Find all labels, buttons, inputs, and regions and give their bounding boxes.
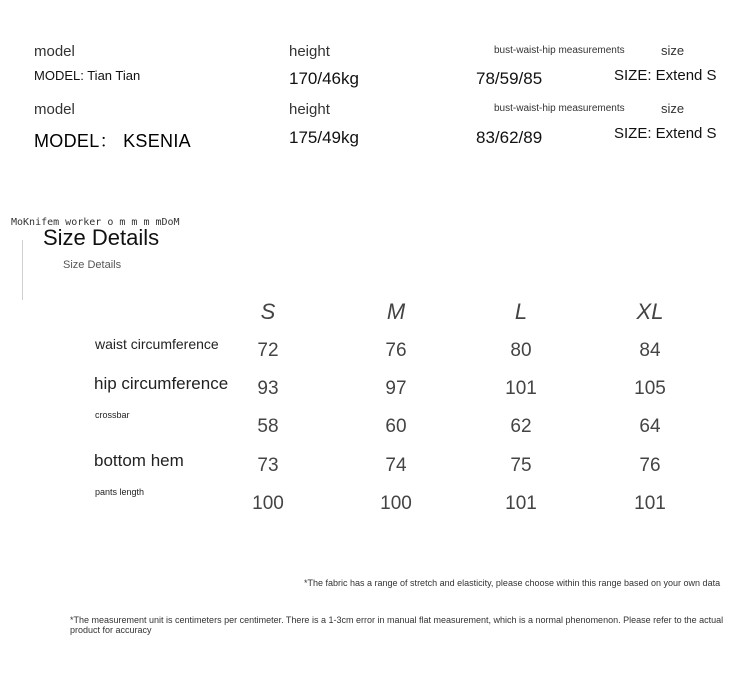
table-cell: 58: [257, 416, 279, 437]
table-cell: 60: [385, 416, 407, 437]
table-cell: 64: [639, 416, 661, 437]
table-cell: 93: [257, 378, 279, 399]
row-label: hip circumference: [94, 374, 229, 393]
size-column-header: S: [260, 299, 276, 324]
size-column-header: M: [386, 299, 406, 324]
table-cell: 76: [385, 340, 407, 361]
measurement-note: *The measurement unit is centimeters per centimeter. There is a 1-3cm error in manual flat measurement, which is a normal phenomenon. Please refer to the actual product for accuracy: [70, 615, 724, 635]
table-cell: 97: [385, 378, 407, 399]
table-cell: 80: [510, 340, 532, 361]
model-height-weight: 175/49kg: [289, 128, 359, 147]
model-name: MODEL： KSENIA: [34, 131, 191, 151]
table-cell: 105: [634, 378, 666, 399]
size-details-subtitle: Size Details: [63, 259, 122, 271]
model-header-label: model: [34, 43, 75, 60]
height-header-label: height: [289, 43, 330, 60]
table-cell: 101: [505, 493, 537, 514]
measurements-header-label: bust-waist-hip measurements: [494, 45, 625, 56]
model-measurements: 83/62/89: [476, 128, 543, 147]
table-cell: 76: [639, 455, 661, 476]
model-size: SIZE: Extend S: [614, 67, 717, 84]
side-divider: [22, 240, 23, 300]
model-header-label: model: [34, 101, 75, 118]
row-label: crossbar: [95, 410, 130, 420]
measurements-header-label: bust-waist-hip measurements: [494, 103, 625, 114]
row-label: pants length: [95, 487, 145, 497]
size-header-label: size: [661, 43, 685, 58]
table-cell: 84: [639, 340, 661, 361]
size-header-label: size: [661, 101, 685, 116]
table-cell: 62: [510, 416, 532, 437]
model-measurements: 78/59/85: [476, 69, 543, 88]
size-column-header: XL: [636, 299, 664, 324]
model-height-weight: 170/46kg: [289, 69, 359, 88]
table-cell: 74: [385, 455, 407, 476]
fabric-note: *The fabric has a range of stretch and elasticity, please choose within this range based on your own data: [304, 578, 721, 588]
table-cell: 100: [252, 493, 284, 514]
row-label: waist circumference: [95, 336, 219, 352]
table-cell: 72: [257, 340, 279, 361]
table-cell: 101: [634, 493, 666, 514]
size-column-header: L: [514, 299, 528, 324]
model-size: SIZE: Extend S: [614, 125, 717, 142]
table-cell: 75: [510, 455, 532, 476]
table-cell: 101: [505, 378, 537, 399]
size-details-title: Size Details: [43, 225, 160, 250]
table-cell: 100: [380, 493, 412, 514]
model-name: MODEL: Tian Tian: [34, 68, 141, 83]
table-cell: 73: [257, 455, 279, 476]
side-brand-text: MoKnifem worker o m m m mDoM: [11, 217, 180, 228]
row-label: bottom hem: [94, 451, 184, 470]
height-header-label: height: [289, 101, 330, 118]
